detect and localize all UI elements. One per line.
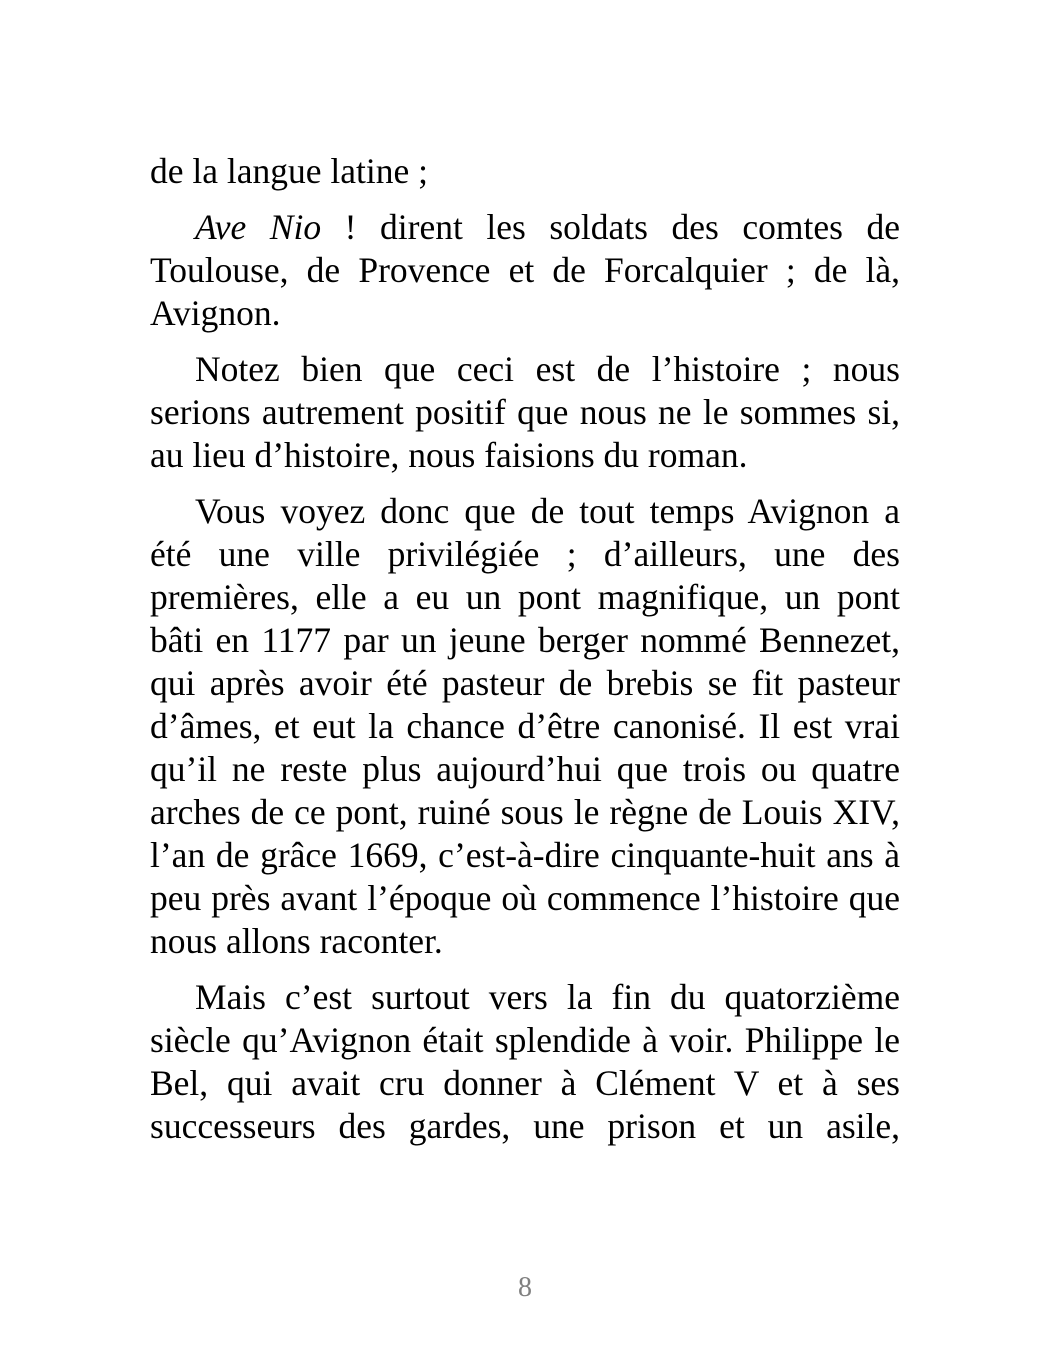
page-number: 8 (518, 1272, 532, 1303)
paragraph-histoire: Notez bien que ceci est de l’histoire ; nous serions autrement positif que nous ne le sommes si, au lieu d’histoire, nous faisions du roman. (150, 349, 900, 475)
paragraph-quatorzieme: Mais c’est surtout vers la fin du quatorzième siècle qu’Avignon était splendide à voir. Philippe le Bel, qui avait cru donner à Clément V et à ses successeurs des gardes, une prison et un asile, (150, 977, 900, 1146)
italic-phrase: Ave Nio (195, 207, 322, 247)
paragraph-ave-nio (150, 206, 900, 335)
page-body (150, 150, 900, 1161)
paragraph-text: ! dirent les soldats des comtes de Toulouse, de Provence et de Forcalquier ; de là, Avignon. (150, 207, 901, 333)
paragraph-pont: Vous voyez donc que de tout temps Avignon a été une ville privilégiée ; d’ailleurs, une des premières, elle a eu un pont magnifique, un pont bâti en 1177 par un jeune berger nommé Bennezet, qui après avoir été pasteur de brebis se fit pasteur d’âmes, et eut la chance d’être canonisé. Il est vrai qu’il ne reste plus aujourd’hui que trois ou quatre arches de ce pont, ruiné sous le règne de Louis XIV, l’an de grâce 1669, c’est-à-dire cinquante-huit ans à peu près avant l’époque où commence l’histoire que nous allons raconter. (150, 491, 900, 961)
paragraph-continuation: de la langue latine ; (150, 151, 428, 191)
